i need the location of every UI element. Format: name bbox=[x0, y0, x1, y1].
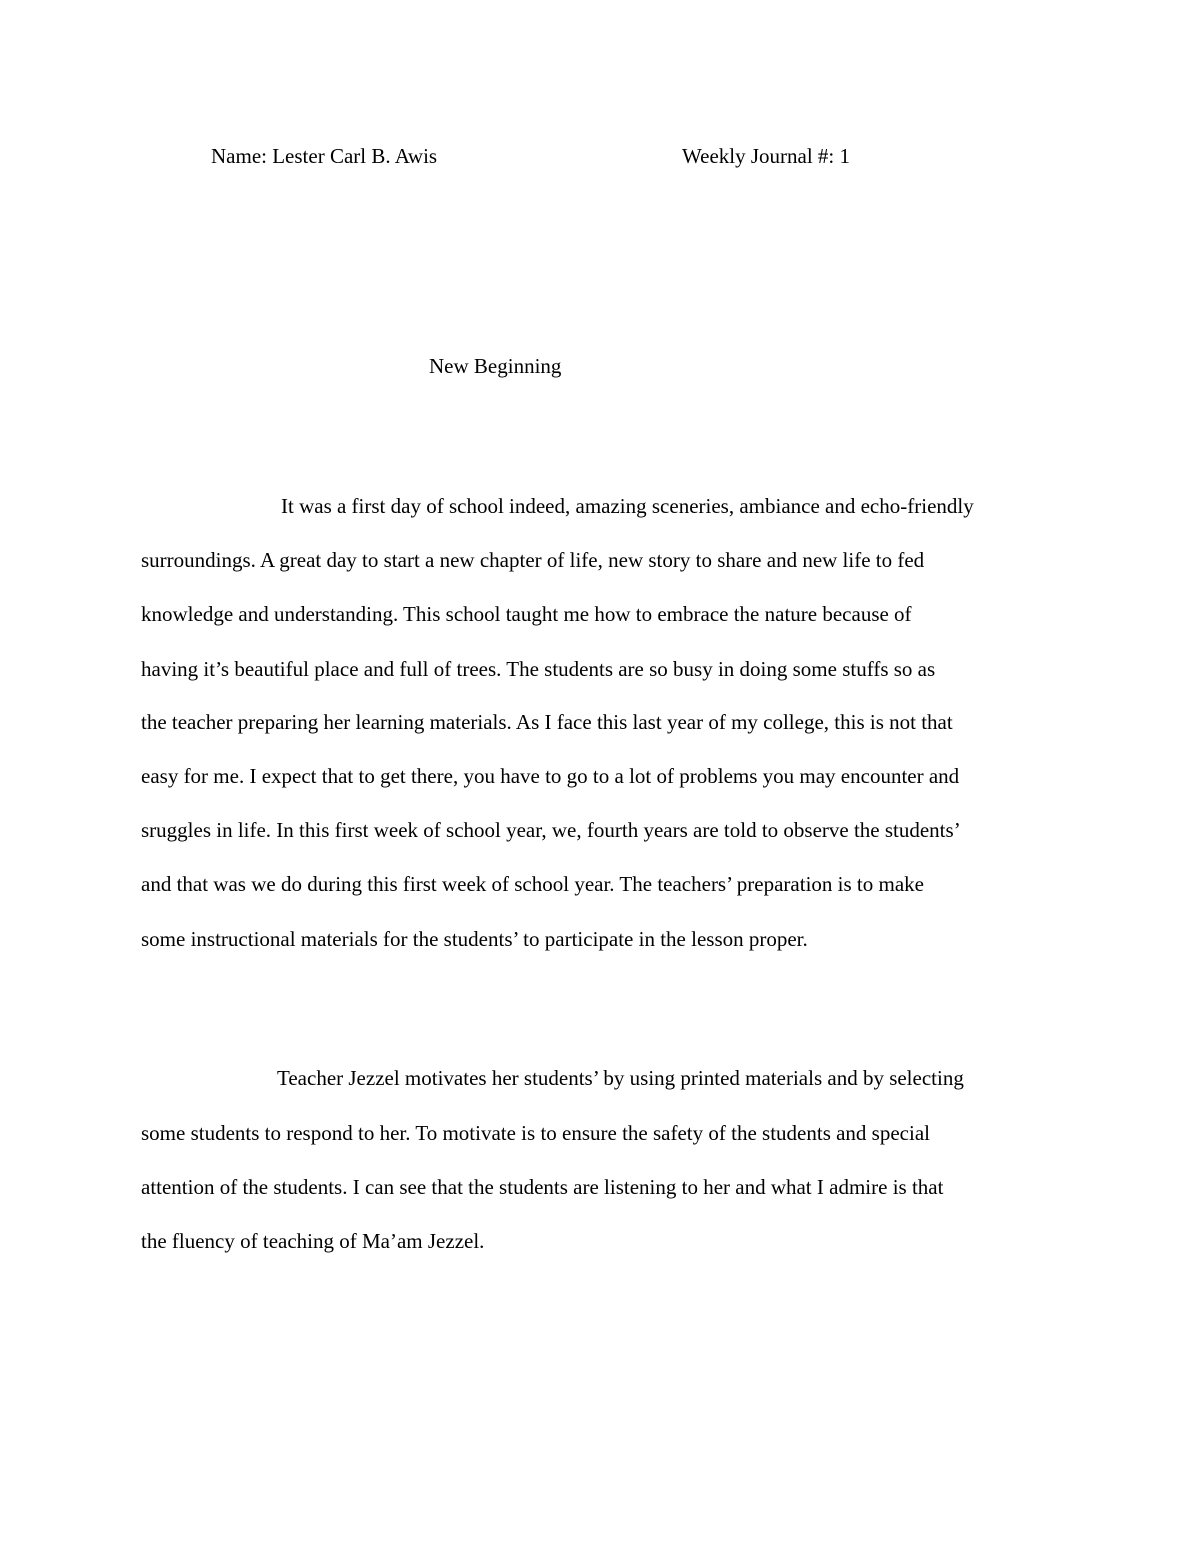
paragraph-line: some instructional materials for the students’ to participate in the lesson proper. bbox=[141, 927, 808, 951]
student-name: Name: Lester Carl B. Awis bbox=[211, 144, 438, 168]
paragraph-line: knowledge and understanding. This school taught me how to embrace the nature because of bbox=[141, 602, 912, 626]
paragraph-line: surroundings. A great day to start a new chapter of life, new story to share and new life to fed bbox=[141, 548, 925, 572]
paragraph-line: It was a first day of school indeed, amazing sceneries, ambiance and echo-friendly bbox=[281, 494, 974, 518]
paragraph-line: sruggles in life. In this first week of school year, we, fourth years are told to observe the students’ bbox=[141, 818, 961, 842]
paragraph-line: attention of the students. I can see that the students are listening to her and what I admire is that bbox=[141, 1175, 944, 1199]
paragraph-line: the teacher preparing her learning materials. As I face this last year of my college, this is not that bbox=[141, 710, 953, 734]
paragraph-line: and that was we do during this first week of school year. The teachers’ preparation is to make bbox=[141, 872, 924, 896]
journal-number: Weekly Journal #: 1 bbox=[682, 144, 851, 168]
journal-title: New Beginning bbox=[429, 354, 562, 378]
paragraph-line: some students to respond to her. To motivate is to ensure the safety of the students and special bbox=[141, 1121, 930, 1145]
paragraph-line: Teacher Jezzel motivates her students’ by using printed materials and by selecting bbox=[277, 1066, 964, 1090]
paragraph-line: easy for me. I expect that to get there, you have to go to a lot of problems you may encounter and bbox=[141, 764, 960, 788]
paragraph-line: the fluency of teaching of Ma’am Jezzel. bbox=[141, 1229, 485, 1253]
paragraph-line: having it’s beautiful place and full of trees. The students are so busy in doing some stuffs so as bbox=[141, 657, 936, 681]
